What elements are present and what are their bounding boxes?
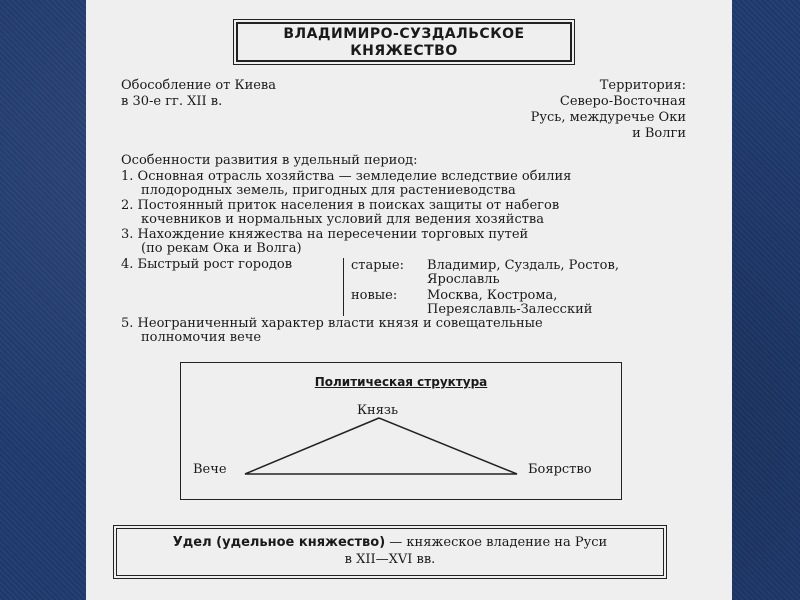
features-heading: Особенности развития в удельный период: (121, 153, 418, 168)
feature-2-line-1: 2. Постоянный приток населения в поисках защиты от набегов (121, 198, 560, 213)
separation-line-1: Обособление от Киева (121, 78, 276, 93)
structure-prince: Князь (357, 403, 399, 418)
feature-5-line-2: полномочия вече (141, 330, 262, 345)
definition-line-2: в XII—XVI вв. (344, 552, 436, 567)
feature-5-line-1: 5. Неограниченный характер власти князя и совещательные (121, 316, 543, 331)
structure-veche: Вече (193, 462, 227, 477)
definition-box (116, 528, 664, 576)
old-cities-label: старые: (351, 258, 404, 273)
new-cities-label: новые: (351, 288, 398, 303)
definition-line-1 (117, 534, 663, 551)
title-line-2: КНЯЖЕСТВО (350, 43, 458, 59)
new-cities-line-2: Переяславль-Залесский (427, 302, 593, 317)
territory-line-4: и Волги (632, 126, 686, 141)
separation-line-2: в 30-е гг. XII в. (121, 94, 223, 109)
structure-title: Политическая структура (314, 375, 488, 389)
feature-3-line-2: (по рекам Ока и Волга) (141, 241, 302, 256)
territory-line-2: Северо-Восточная (559, 94, 686, 109)
new-cities-line-1: Москва, Кострома, (427, 288, 558, 303)
triangle-shape (245, 418, 517, 474)
title-line-1: ВЛАДИМИРО-СУЗДАЛЬСКОЕ (283, 26, 525, 42)
territory-line-1: Территория: (599, 78, 686, 93)
definition-text: — княжеское владение на Руси (385, 535, 608, 550)
feature-1-line-1: 1. Основная отрасль хозяйства — земледелие вследствие обилия (121, 169, 572, 184)
territory-line-3: Русь, междуречье Оки (530, 110, 686, 125)
structure-boyars: Боярство (528, 462, 592, 477)
feature-4: 4. Быстрый рост городов (121, 257, 293, 272)
old-cities-line-2: Ярославль (427, 272, 500, 287)
feature-2-line-2: кочевников и нормальных условий для ведения хозяйства (141, 212, 544, 227)
definition-term: Удел (удельное княжество) (172, 535, 386, 550)
old-cities-line-1: Владимир, Суздаль, Ростов, (427, 258, 619, 273)
feature-1-line-2: плодородных земель, пригодных для растениеводства (141, 183, 516, 198)
feature-3-line-1: 3. Нахождение княжества на пересечении торговых путей (121, 227, 529, 242)
